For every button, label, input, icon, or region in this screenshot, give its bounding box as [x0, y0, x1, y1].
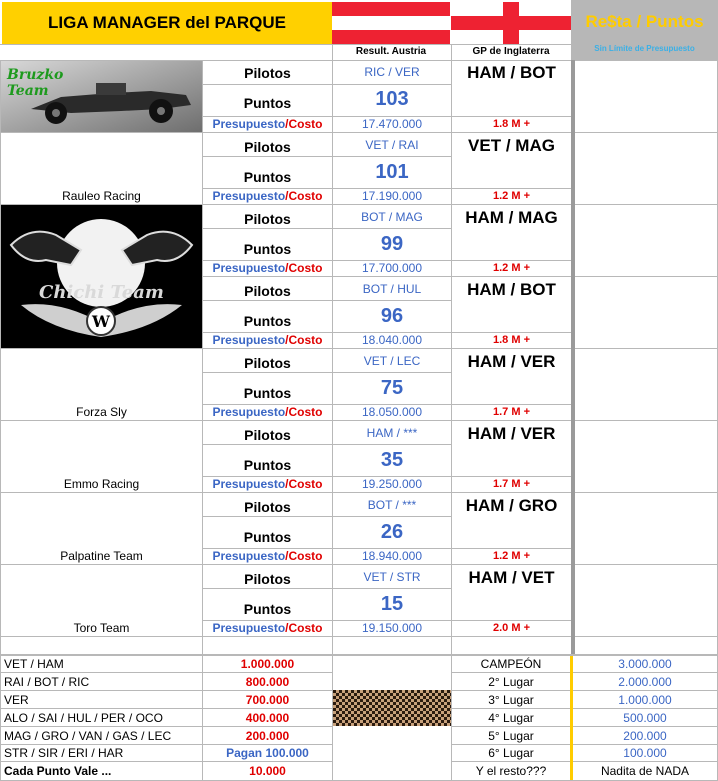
cost-value: 200.000 [245, 729, 290, 743]
label-presupuesto-costo: Presupuesto/Costo [212, 621, 323, 635]
team-name: Palpatine Team [60, 549, 143, 563]
prize-amount: 500.000 [623, 711, 667, 725]
austria-puntos: 99 [380, 233, 404, 255]
gp-pilotos: HAM / VET [468, 568, 555, 587]
gp-pilotos: HAM / BOT [467, 280, 556, 299]
austria-flag-icon [332, 2, 450, 44]
austria-presupuesto: 18.940.000 [361, 549, 423, 563]
austria-pilotos: HAM / *** [366, 426, 418, 440]
prize-place: 6° Lugar [488, 746, 534, 760]
austria-puntos: 96 [380, 305, 404, 327]
gp-costo: 1.8 M + [493, 118, 530, 130]
austria-presupuesto: 19.250.000 [361, 477, 423, 491]
cost-label: RAI / BOT / RIC [4, 675, 90, 689]
label-puntos: Puntos [243, 601, 292, 617]
label-pilotos: Pilotos [244, 139, 291, 155]
bruzko-logo-text: Bruzko Team [7, 67, 64, 99]
label-presupuesto-costo: Presupuesto/Costo [212, 333, 323, 347]
team-name: Forza Sly [76, 405, 127, 419]
prize-amount: 1.000.000 [618, 693, 672, 707]
austria-column-header: Result. Austria [355, 46, 427, 57]
austria-presupuesto: 19.150.000 [361, 621, 423, 635]
label-pilotos: Pilotos [244, 499, 291, 515]
gp-costo: 1.7 M + [493, 478, 530, 490]
austria-pilotos: VET / RAI [365, 138, 419, 152]
prize-amount: 3.000.000 [618, 657, 672, 671]
austria-pilotos: VET / STR [363, 570, 421, 584]
austria-pilotos: BOT / HUL [362, 282, 422, 296]
cost-value: 1.000.000 [240, 657, 295, 671]
prize-amount: 100.000 [623, 746, 667, 760]
label-puntos: Puntos [243, 385, 292, 401]
gp-costo: 1.2 M + [493, 550, 530, 562]
cost-label: MAG / GRO / VAN / GAS / LEC [4, 729, 172, 743]
label-puntos: Puntos [243, 529, 292, 545]
label-presupuesto-costo: Presupuesto/Costo [212, 189, 323, 203]
label-pilotos: Pilotos [244, 211, 291, 227]
cost-value: Pagan 100.000 [226, 746, 309, 760]
austria-pilotos: BOT / MAG [361, 210, 423, 224]
austria-puntos: 101 [375, 161, 409, 183]
gp-costo: 2.0 M + [493, 622, 530, 634]
cost-label: ALO / SAI / HUL / PER / OCO [4, 711, 163, 725]
austria-flag [332, 2, 450, 44]
cost-value: 800.000 [245, 675, 290, 689]
cost-label: VER [4, 693, 29, 707]
gp-costo: 1.2 M + [493, 190, 530, 202]
prize-place: CAMPEÓN [480, 657, 542, 671]
team-name: Emmo Racing [63, 477, 140, 491]
team-name: Toro Team [73, 621, 130, 635]
label-presupuesto-costo: Presupuesto/Costo [212, 549, 323, 563]
austria-pilotos: VET / LEC [363, 354, 421, 368]
austria-presupuesto: 18.050.000 [361, 405, 423, 419]
label-pilotos: Pilotos [244, 427, 291, 443]
cost-label: STR / SIR / ERI / HAR [4, 746, 124, 760]
label-puntos: Puntos [243, 457, 292, 473]
label-pilotos: Pilotos [244, 355, 291, 371]
england-flag [451, 2, 571, 44]
gp-pilotos: HAM / VER [467, 352, 556, 371]
resta-puntos-header [571, 0, 718, 60]
label-pilotos: Pilotos [244, 283, 291, 299]
austria-presupuesto: 17.190.000 [361, 189, 423, 203]
team-bruzko-logo [1, 61, 202, 132]
label-puntos: Puntos [243, 169, 292, 185]
prize-place: 3° Lugar [488, 693, 534, 707]
prize-place: 5° Lugar [488, 729, 534, 743]
cost-label: Cada Punto Vale ... [4, 764, 112, 778]
team-chichi-logo [1, 205, 202, 348]
austria-puntos: 103 [375, 88, 409, 110]
label-pilotos: Pilotos [244, 65, 291, 81]
label-puntos: Puntos [243, 95, 292, 111]
prize-amount: Nadita de NADA [600, 764, 690, 778]
gp-costo: 1.7 M + [493, 406, 530, 418]
gp-pilotos: HAM / VER [467, 424, 556, 443]
team-name: Rauleo Racing [62, 189, 141, 203]
prize-amount: 200.000 [623, 729, 667, 743]
gp-pilotos: HAM / BOT [467, 63, 556, 82]
gp-costo: 1.8 M + [493, 334, 530, 346]
label-puntos: Puntos [243, 313, 292, 329]
prize-amount: 2.000.000 [618, 675, 672, 689]
league-title-text: LIGA MANAGER del PARQUE [47, 13, 286, 32]
checkered-flag [333, 690, 451, 726]
gp-pilotos: HAM / GRO [465, 496, 558, 515]
label-presupuesto-costo: Presupuesto/Costo [212, 405, 323, 419]
prize-place: Y el resto??? [475, 764, 547, 778]
austria-presupuesto: 17.700.000 [361, 261, 423, 275]
label-presupuesto-costo: Presupuesto/Costo [212, 261, 323, 275]
label-presupuesto-costo: Presupuesto/Costo [212, 477, 323, 491]
england-flag-icon [451, 2, 571, 44]
austria-pilotos: BOT / *** [367, 498, 417, 512]
austria-pilotos: RIC / VER [364, 65, 420, 79]
chichi-logo-text: Chichi Team [39, 282, 164, 303]
gp-pilotos: VET / MAG [468, 136, 555, 155]
austria-puntos: 26 [380, 521, 404, 543]
svg-text:W: W [92, 312, 110, 331]
cost-value: 400.000 [245, 711, 290, 725]
cost-value: 10.000 [249, 764, 286, 778]
league-title [2, 2, 332, 44]
resta-puntos-subtitle: Sin Límite de Presupuesto [594, 44, 695, 53]
austria-puntos: 75 [380, 377, 404, 399]
prize-place: 4° Lugar [488, 711, 534, 725]
checkered-flag-icon [333, 690, 451, 726]
prize-place: 2° Lugar [488, 675, 534, 689]
gp-column-header: GP de Inglaterra [472, 46, 550, 57]
label-puntos: Puntos [243, 241, 292, 257]
gp-pilotos: HAM / MAG [465, 208, 558, 227]
resta-puntos-title: Re$ta / Puntos [585, 12, 704, 31]
gp-costo: 1.2 M + [493, 262, 530, 274]
austria-puntos: 35 [380, 449, 404, 471]
cost-label: VET / HAM [4, 657, 64, 671]
bull-logo-icon [1, 205, 202, 348]
label-pilotos: Pilotos [244, 571, 291, 587]
cost-value: 700.000 [245, 693, 290, 707]
austria-presupuesto: 17.470.000 [361, 117, 423, 131]
austria-puntos: 15 [380, 593, 404, 615]
austria-presupuesto: 18.040.000 [361, 333, 423, 347]
label-presupuesto-costo: Presupuesto/Costo [212, 117, 323, 131]
